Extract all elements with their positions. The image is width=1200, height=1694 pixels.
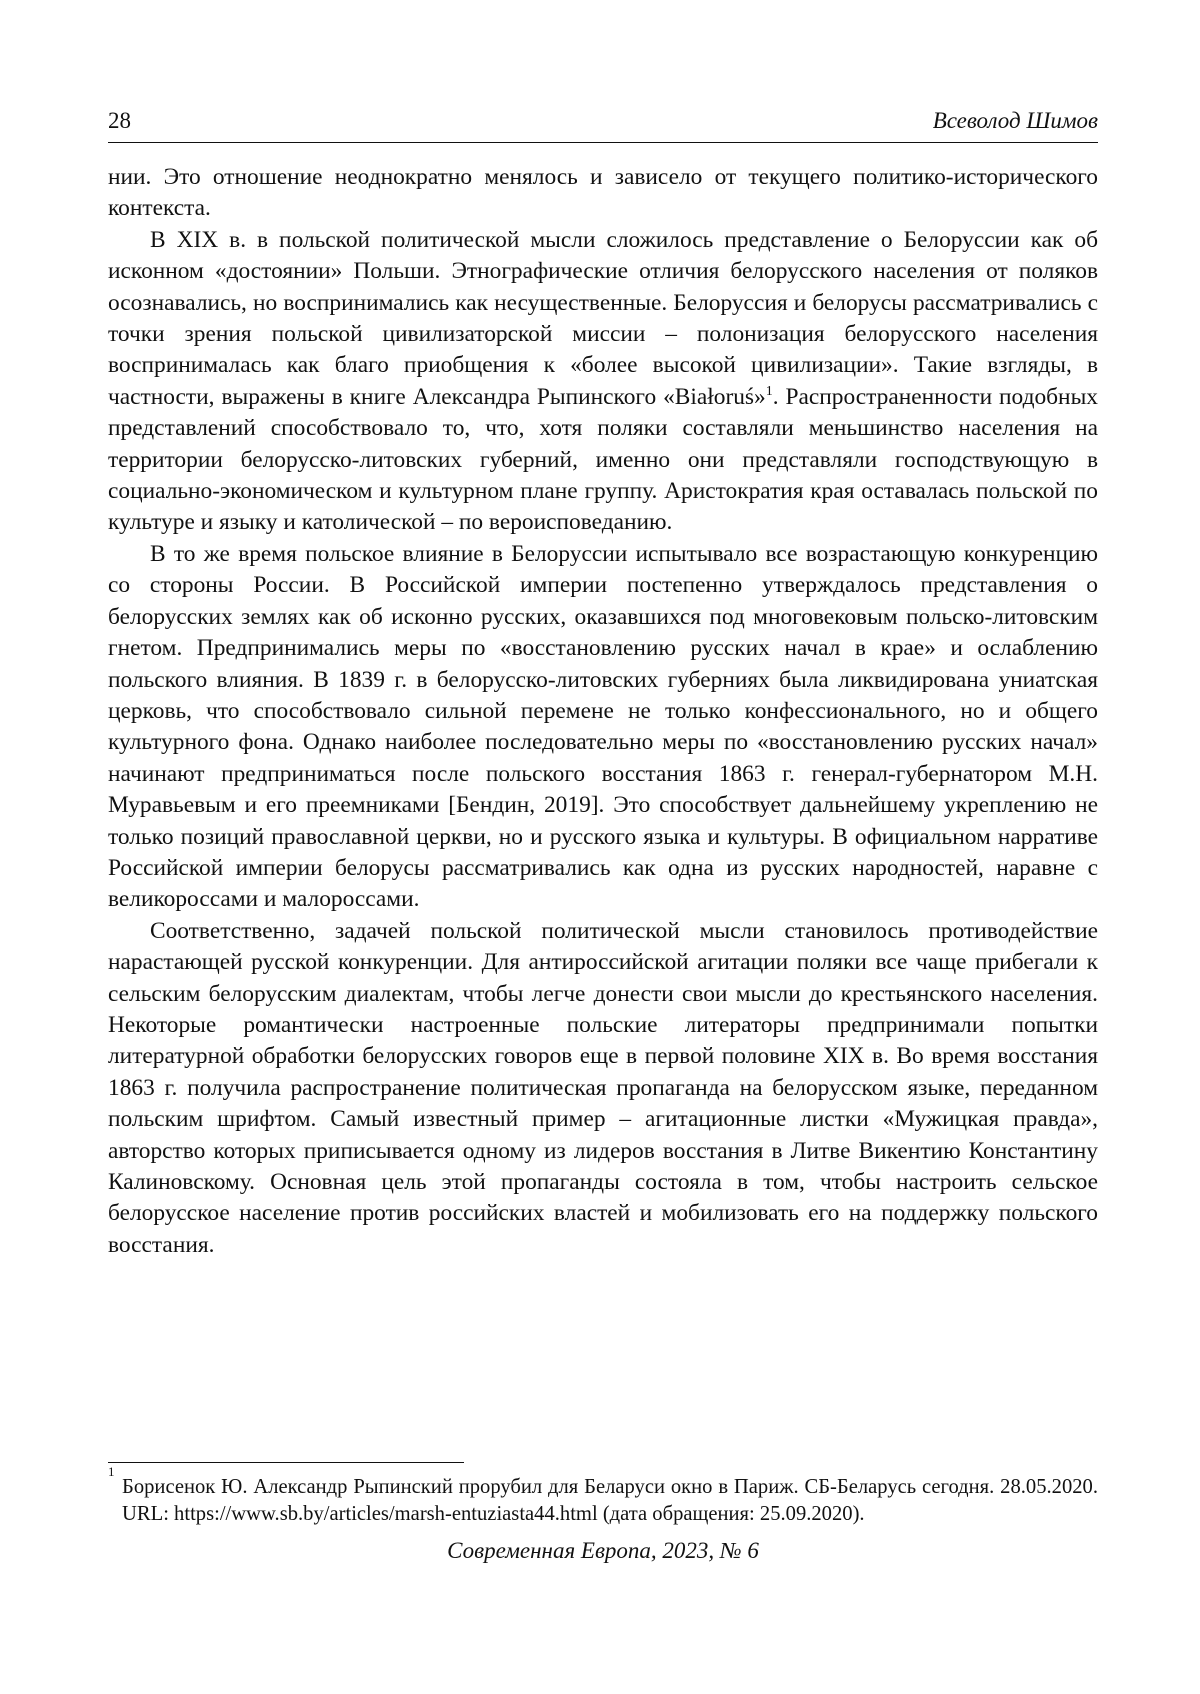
- paragraph-2-part-1: В XIX в. в польской политической мысли сложилось представление о Белоруссии как об исконном «достоянии» Польши. Этнографические отличия белорусского населения от поляков осознавались, но воспринимались как несущественные. Белоруссия и белорусы рассматривались с точки зрения польской цивилизаторской миссии – полонизация белорусского населения воспринималась как благо приобщения к «более высокой цивилизации». Такие взгляды, в частности, выражены в книге Александра Рыпинского «Białoruś»: [108, 226, 1098, 410]
- running-footer-journal: Современная Европа, 2023, № 6: [447, 1538, 759, 1563]
- footnote-text: Борисенок Ю. Александр Рыпинский прорубил для Беларуси окно в Париж. СБ-Беларусь сегодня. 28.05.2020. URL: https://www.sb.by/articles/marsh-entuziasta44.html (дата обращения: 25.09.2020).: [122, 1476, 1098, 1525]
- paragraph-4: Соответственно, задачей польской политической мысли становилось противодействие нарастающей русской конкуренции. Для антироссийской агитации поляки все чаще прибегали к сельским белорусским диалектам, чтобы легче донести свои мысли до крестьянского населения. Некоторые романтически настроенные польские литераторы предпринимали попытки литературной обработки белорусских говоров еще в первой половине XIX в. Во время восстания 1863 г. получила распространение политическая пропаганда на белорусском языке, переданном польским шрифтом. Самый известный пример – агитационные листки «Мужицкая правда», авторство которых приписывается одному из лидеров восстания в Литве Викентию Константину Калиновскому. Основная цель этой пропаганды состояла в том, чтобы настроить сельское белорусское население против российских властей и мобилизовать его на поддержку польского восстания.: [108, 917, 1098, 1258]
- footnote: 1 Борисенок Ю. Александр Рыпинский прорубил для Беларуси окно в Париж. СБ-Беларусь сегодня. 28.05.2020. URL: https://www.sb.by/articles/marsh-entuziasta44.html (дата обращения: 25.09.2020).: [108, 1464, 1098, 1525]
- header-rule: [108, 142, 1098, 143]
- paragraph-2: [108, 225, 1098, 539]
- running-header-author: Всеволод Шимов: [932, 108, 1098, 133]
- document-page: [108, 96, 1098, 1656]
- running-header: [108, 96, 1098, 136]
- paragraph-2-part-2: . Распространенности подобных представлений способствовало то, что, хотя поляки составляли меньшинство населения на территории белорусско-литовских губерний, именно они представляли господствующую в социально-экономическом и культурном плане группу. Аристократия края оставалась польской по культуре и языку и католической – по вероисповеданию.: [108, 383, 1098, 536]
- footnote-reference[interactable]: 1: [765, 384, 773, 400]
- footnote-rule: [108, 1462, 464, 1463]
- paragraph-1: нии. Это отношение неоднократно менялось и зависело от текущего политико-исторического контекста.: [108, 164, 1098, 222]
- page-number: 28: [108, 108, 131, 133]
- paragraph-3: В то же время польское влияние в Белоруссии испытывало все возрастающую конкуренцию со стороны России. В Российской империи постепенно утверждалось представления о белорусских землях как об исконно русских, оказавшихся под многовековым польско-литовским гнетом. Предпринимались меры по «восстановлению русских начал в крае» и ослаблению польского влияния. В 1839 г. в белорусско-литовских губерниях была ликвидирована униатская церковь, что способствовало сильной перемене не только конфессионального, но и общего культурного фона. Однако наиболее последовательно меры по «восстановлению русских начал» начинают предприниматься после польского восстания 1863 г. генерал-губернатором М.Н. Муравьевым и его преемниками [Бендин, 2019]. Это способствует дальнейшему укреплению не только позиций православной церкви, но и русского языка и культуры. В официальном нарративе Российской империи белорусы рассматривались как одна из русских народностей, наравне с великороссами и малороссами.: [108, 540, 1098, 913]
- article-body: [108, 162, 1098, 1261]
